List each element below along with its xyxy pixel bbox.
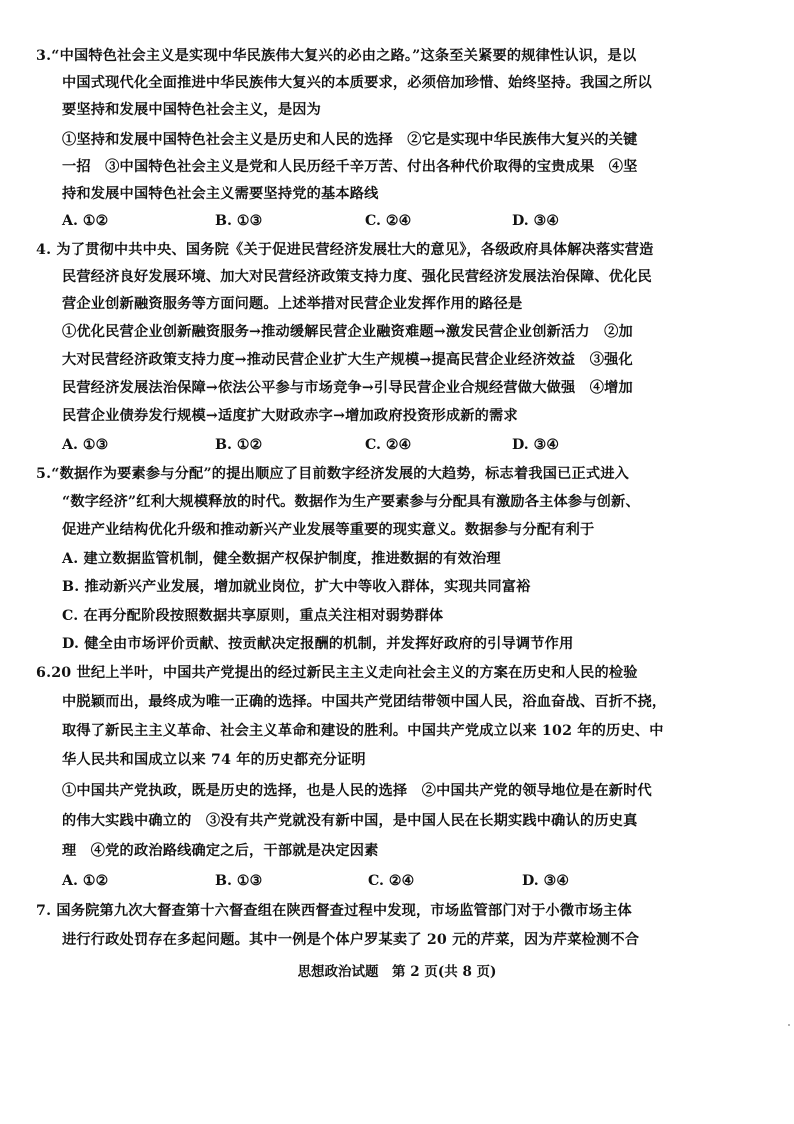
q3-option-a: A. ①②	[62, 213, 109, 229]
q3-line-6: 持和发展中国特色社会主义需要坚持党的基本路线	[62, 186, 379, 202]
q3-option-c: C. ②④	[365, 213, 412, 229]
q5-line-1: 5.“数据作为要素参与分配”的提出顺应了目前数字经济发展的大趋势，标志着我国已正式进入	[36, 466, 630, 482]
q6-option-b: B. ①③	[215, 873, 263, 889]
q5-line-2: “数字经济”红利大规模释放的时代。数据作为生产要素参与分配具有激励各主体参与创新、	[62, 494, 640, 510]
page-footer: 思想政治试题 第 2 页(共 8 页)	[297, 964, 497, 980]
q3-option-d: D. ③④	[512, 213, 560, 229]
q6-line-4: 华人民共和国成立以来 74 年的历史都充分证明	[62, 752, 366, 768]
q4-line-7: 民营企业债券发行规模→适度扩大财政赤字→增加政府投资形成新的需求	[62, 408, 518, 424]
q3-line-5: 一招 ③中国特色社会主义是党和人民历经千辛万苦、付出各种代价取得的宝贵成果 ④坚	[62, 159, 638, 175]
q3-line-4: ①坚持和发展中国特色社会主义是历史和人民的选择 ②它是实现中华民族伟大复兴的关键	[62, 132, 638, 148]
q6-line-5: ①中国共产党执政，既是历史的选择，也是人民的选择 ②中国共产党的领导地位是在新时代	[62, 783, 652, 799]
q6-line-1: 6.20 世纪上半叶，中国共产党提出的经过新民主主义走向社会主义的方案在历史和人民的检验	[36, 665, 638, 681]
q3-line-3: 要坚持和发展中国特色社会主义，是因为	[62, 102, 321, 118]
q5-line-3: 促进产业结构优化升级和推动新兴产业发展等重要的现实意义。数据参与分配有利于	[62, 522, 595, 538]
q6-option-a: A. ①②	[62, 873, 109, 889]
scan-speck	[788, 1024, 790, 1026]
q4-line-3: 营企业创新融资服务等方面问题。上述举措对民营企业发挥作用的路径是	[62, 296, 523, 312]
q4-option-a: A. ①③	[62, 437, 109, 453]
q4-option-c: C. ②④	[365, 437, 412, 453]
q5-option-a: A. 建立数据监管机制，健全数据产权保护制度，推进数据的有效治理	[62, 551, 501, 567]
q4-line-5: 大对民营经济政策支持力度→推动民营企业扩大生产规模→提高民营企业经济效益 ③强化	[62, 352, 633, 368]
q4-line-2: 民营经济良好发展环境、加大对民营经济政策支持力度、强化民营经济发展法治保障、优化民	[62, 269, 652, 285]
q4-option-d: D. ③④	[512, 437, 560, 453]
q4-line-4: ①优化民营企业创新融资服务→推动缓解民营企业融资难题→激发民营企业创新活力 ②加	[62, 324, 633, 340]
q6-option-d: D. ③④	[522, 873, 570, 889]
q7-line-2: 进行行政处罚存在多起问题。其中一例是个体户罗某卖了 20 元的芹菜，因为芹菜检测不合	[62, 932, 640, 948]
q6-line-7: 理 ④党的政治路线确定之后，干部就是决定因素	[62, 843, 379, 859]
q3-line-1: 3.“中国特色社会主义是实现中华民族伟大复兴的必由之路。”这条至关紧要的规律性认识，是以	[36, 48, 637, 64]
q5-option-b: B. 推动新兴产业发展，增加就业岗位，扩大中等收入群体，实现共同富裕	[62, 579, 531, 595]
q5-option-d: D. 健全由市场评价贡献、按贡献决定报酬的机制，并发挥好政府的引导调节作用	[62, 636, 574, 652]
q6-line-3: 取得了新民主主义革命、社会主义革命和建设的胜利。中国共产党成立以来 102 年的历史、中	[62, 723, 664, 739]
q4-option-b: B. ①②	[215, 437, 263, 453]
q6-line-2: 中脱颖而出，最终成为唯一正确的选择。中国共产党团结带领中国人民，浴血奋战、百折不挠，	[62, 694, 667, 710]
q6-line-6: 的伟大实践中确立的 ③没有共产党就没有新中国，是中国人民在长期实践中确认的历史真	[62, 813, 638, 829]
q6-option-c: C. ②④	[368, 873, 415, 889]
q4-line-1: 4. 为了贯彻中共中央、国务院《关于促进民营经济发展壮大的意见》，各级政府具体解决落实营造	[36, 242, 654, 258]
q3-option-b: B. ①③	[215, 213, 263, 229]
q4-line-6: 民营经济发展法治保障→依法公平参与市场竞争→引导民营企业合规经营做大做强 ④增加	[62, 380, 633, 396]
q7-line-1: 7. 国务院第九次大督查第十六督查组在陕西督查过程中发现，市场监管部门对于小微市场主体	[36, 903, 632, 919]
q3-line-2: 中国式现代化全面推进中华民族伟大复兴的本质要求，必须倍加珍惜、始终坚持。我国之所以	[62, 75, 652, 91]
q5-option-c: C. 在再分配阶段按照数据共享原则，重点关注相对弱势群体	[62, 608, 444, 624]
